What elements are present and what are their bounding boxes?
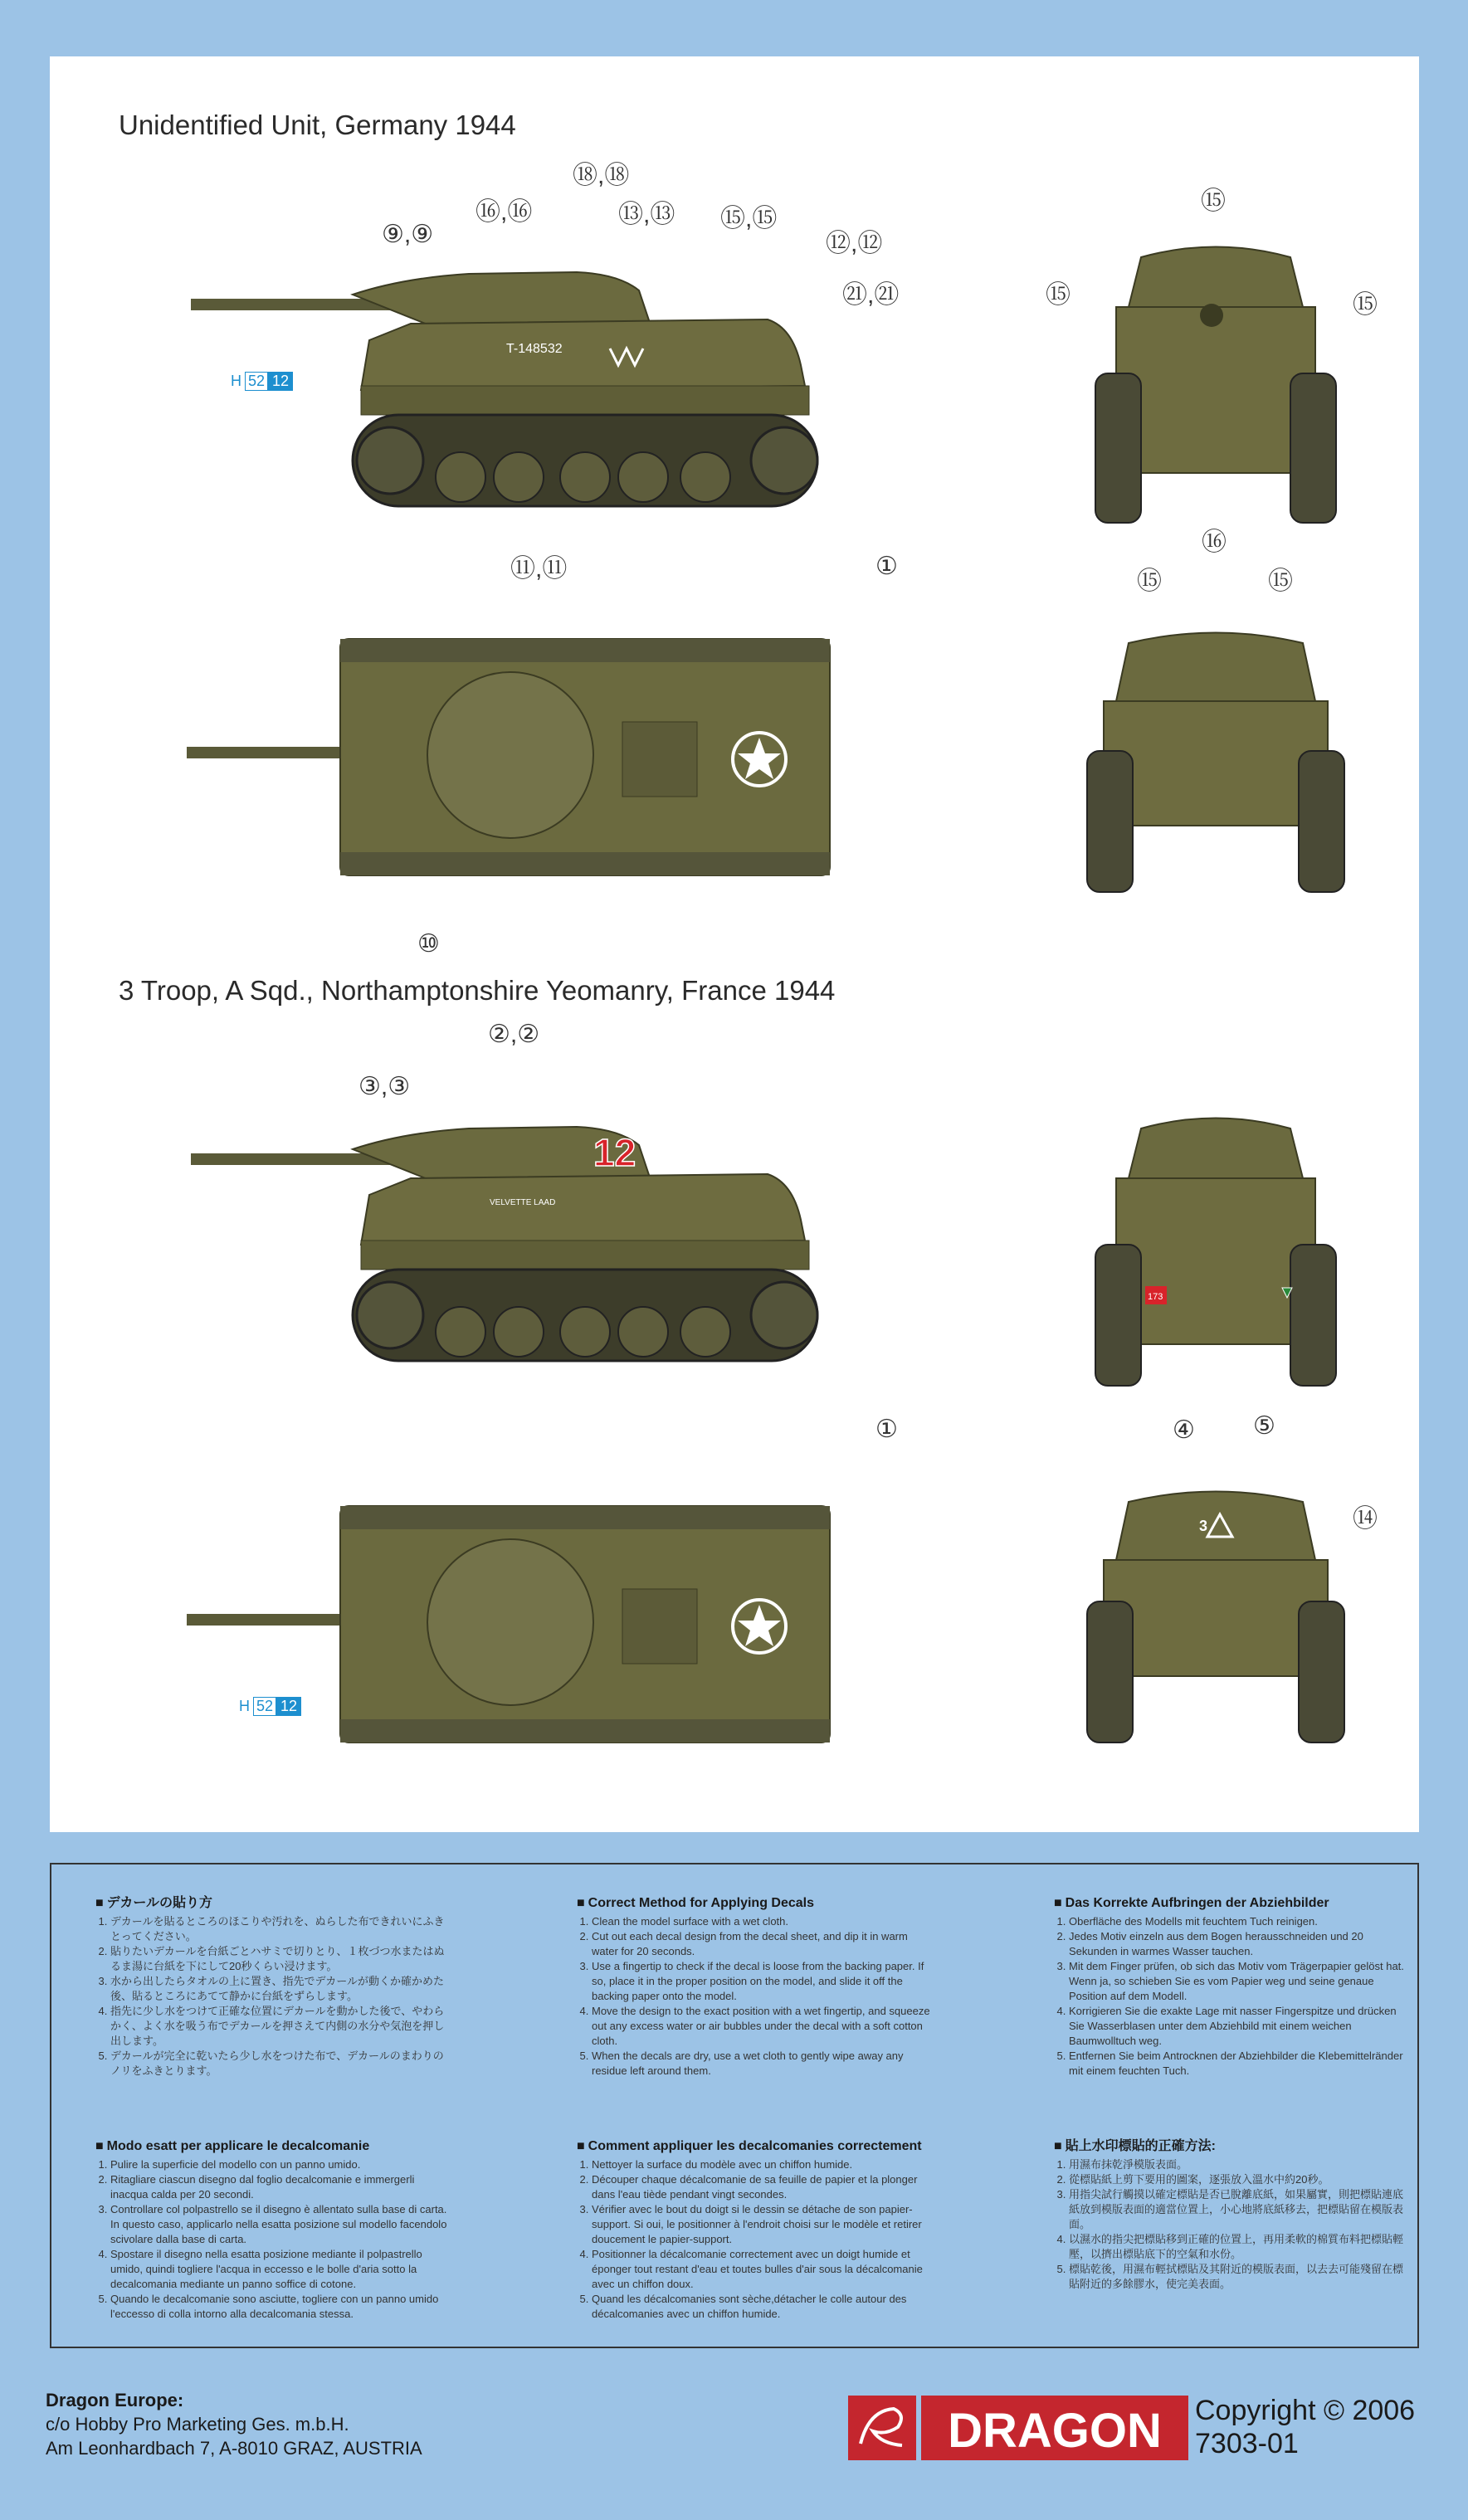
callout-21: ㉑,㉑ bbox=[842, 281, 900, 309]
callout-4: ④ bbox=[1173, 1416, 1195, 1444]
turret-code: W2 bbox=[768, 288, 802, 314]
tank-front-view-1 bbox=[1083, 241, 1349, 531]
instructions-fr-item: 3. Vérifier avec le bout du doigt si le dessin se détache de son papier-support. Si oui, le positionner à l'endroit choisi sur le modèle et retirer doucement le papier-support. bbox=[592, 2202, 934, 2247]
instructions-it-heading: ■ Modo esatt per applicare le decalcomanie bbox=[95, 2139, 452, 2154]
callout-15-front-br: ⑮ bbox=[1268, 568, 1293, 595]
instructions-jp-item: 1. デカールを貼るところのほこりや汚れを、ぬらした布できれいにふきとってください。 bbox=[110, 1914, 452, 1944]
tank-side-view-2 bbox=[187, 1104, 983, 1386]
instructions-jp-item: 2. 貼りたいデカールを台紙ごとハサミで切りとり、１枚づつ水またはぬるま湯に台紙を下にして20秒くらい浸けます。 bbox=[110, 1944, 452, 1974]
tank-top-view-1 bbox=[187, 626, 983, 892]
footer-company: Dragon Europe: bbox=[46, 2390, 184, 2410]
instructions-fr-heading: ■ Comment appliquer les decalcomanies correctement bbox=[577, 2139, 934, 2154]
footer-address bbox=[46, 2388, 422, 2460]
instructions-zh-item: 3. 用指尖試行觸摸以確定標貼是否已脫離底紙，如果屬實，則把標貼連底紙放到模版表面的適當位置上，小心地將底紙移去，把標貼留在模版表面。 bbox=[1069, 2187, 1407, 2232]
instructions-fr bbox=[577, 2139, 934, 2322]
instructions-jp-item: 5. デカールが完全に乾いたら少し水をつけた布で、デカールのまわりのノリをふきとります。 bbox=[110, 2049, 452, 2079]
rear-mark: 3 bbox=[1199, 1518, 1208, 1534]
callout-15-front-bl: ⑮ bbox=[1137, 568, 1162, 595]
instructions-it-item: 4. Spostare il disegno nella esatta posizione mediante il polpastrello umido, quindi togliere l'acqua in eccesso e le bolle d'aria sotto la decalcomania mediante un panno soffice di cotone. bbox=[110, 2247, 452, 2292]
callout-13: ⑬,⑬ bbox=[618, 201, 675, 228]
scale-h: H bbox=[231, 373, 241, 389]
callout-1-top: ① bbox=[875, 553, 898, 580]
instructions-fr-item: 4. Positionner la décalcomanie correctement avec un doigt humide et éponger tout restant d'eau et toutes bulles d'air sous la décalcomanie avec un chiffon doux. bbox=[592, 2247, 934, 2292]
instructions-fr-item: 2. Découper chaque décalcomanie de sa feuille de papier et la plonger dans l'eau tiède pendant vingt secondes. bbox=[592, 2172, 934, 2202]
scheme-1-title: Unidentified Unit, Germany 1944 bbox=[119, 110, 516, 140]
hull-name: VELVETTE LAAD bbox=[490, 1198, 556, 1207]
instructions-zh-item: 2. 從標貼紙上剪下要用的圖案，逐張放入溫水中約20秒。 bbox=[1069, 2172, 1407, 2187]
instructions-it bbox=[95, 2139, 452, 2322]
instructions-zh-item: 4. 以濕水的指尖把標貼移到正確的位置上，再用柔軟的棉質布料把標貼輕壓，以擠出標貼底下的空氣和水份。 bbox=[1069, 2232, 1407, 2262]
scheme-2-title: 3 Troop, A Sqd., Northamptonshire Yeomanry, France 1944 bbox=[119, 975, 836, 1006]
instructions-en-item: 1. Clean the model surface with a wet cloth. bbox=[592, 1914, 934, 1929]
instructions-fr-item: 1. Nettoyer la surface du modèle avec un chiffon humide. bbox=[592, 2157, 934, 2172]
instructions-en-item: 2. Cut out each decal design from the decal sheet, and dip it in warm water for 20 seconds. bbox=[592, 1929, 934, 1959]
callout-9: ⑨,⑨ bbox=[382, 221, 434, 248]
instructions-de-item: 1. Oberfläche des Modells mit feuchtem Tuch reinigen. bbox=[1069, 1914, 1407, 1929]
footer-line-1: c/o Hobby Pro Marketing Ges. m.b.H. bbox=[46, 2414, 349, 2435]
instructions-it-item: 2. Ritagliare ciascun disegno dal foglio decalcomanie e immergerli inacqua calda per 20 secondi. bbox=[110, 2172, 452, 2202]
instructions-de bbox=[1054, 1896, 1407, 2079]
callout-15-front-left: ⑮ bbox=[1046, 281, 1071, 309]
logo-text: DRAGON bbox=[948, 2404, 1162, 2458]
hull-serial: T-148532 bbox=[506, 342, 563, 356]
footer-line-2: Am Leonhardbach 7, A-8010 GRAZ, AUSTRIA bbox=[46, 2438, 422, 2459]
instructions-it-item: 1. Pulire la superficie del modello con un panno umido. bbox=[110, 2157, 452, 2172]
callout-16: ⑯,⑯ bbox=[476, 198, 533, 226]
tank-top-view-2 bbox=[187, 1494, 983, 1759]
instructions-zh-item: 1. 用濕布抹乾淨模版表面。 bbox=[1069, 2157, 1407, 2172]
instructions-de-item: 5. Entfernen Sie beim Antrocknen der Abziehbilder die Klebemittelränder mit einem feuchten Tuch. bbox=[1069, 2049, 1407, 2079]
copyright-block bbox=[1195, 2394, 1415, 2460]
copyright-text: Copyright © 2006 bbox=[1195, 2395, 1416, 2426]
product-code: 7303-01 bbox=[1195, 2428, 1299, 2459]
instructions-zh-heading: ■ 貼上水印標貼的正確方法: bbox=[1054, 2139, 1407, 2154]
dragon-emblem-icon bbox=[848, 2396, 916, 2460]
instructions-zh bbox=[1054, 2139, 1407, 2292]
callout-15: ⑮,⑮ bbox=[720, 205, 778, 232]
instructions-de-item: 4. Korrigieren Sie die exakte Lage mit nasser Fingerspitze und drücken Sie Wasserblasen unter dem Abziehbild mit einem weichen Baumwolltuch weg. bbox=[1069, 2004, 1407, 2049]
dragon-logo bbox=[848, 2394, 1188, 2462]
instructions-jp bbox=[95, 1896, 452, 2079]
tank-front-view-2 bbox=[1083, 1112, 1349, 1394]
callout-12: ⑫,⑫ bbox=[826, 230, 883, 257]
instructions-de-heading: ■ Das Korrekte Aufbringen der Abziehbilder bbox=[1054, 1896, 1407, 1911]
callout-15-front-top: ⑮ bbox=[1201, 188, 1226, 215]
tank-side-1-body bbox=[191, 272, 817, 506]
callout-11: ⑪,⑪ bbox=[510, 555, 568, 582]
callout-5: ⑤ bbox=[1253, 1412, 1275, 1440]
instructions-de-item: 2. Jedes Motiv einzeln aus dem Bogen herausschneiden und 20 Sekunden in warmes Wasser tauchen. bbox=[1069, 1929, 1407, 1959]
instructions-jp-item: 3. 水から出したらタオルの上に置き、指先でデカールが動くか確かめた後、貼るところにあてて静かに台紙をずらします。 bbox=[110, 1974, 452, 2004]
instructions-de-item: 3. Mit dem Finger prüfen, ob sich das Motiv vom Trägerpapier gelöst hat. Wenn ja, so schieben Sie es vom Papier weg und seine genaue Position auf dem Modell. bbox=[1069, 1959, 1407, 2004]
callout-2: ②,② bbox=[488, 1021, 540, 1048]
instructions-zh-item: 5. 標貼乾後，用濕布輕拭標貼及其附近的模版表面，以去去可能殘留在標貼附近的多餘膠水，使完美表面。 bbox=[1069, 2262, 1407, 2292]
instructions-en-item: 3. Use a fingertip to check if the decal is loose from the backing paper. If so, place it in the proper position on the model, and slide it off the backing paper onto the model. bbox=[592, 1959, 934, 2004]
instructions-en-heading: ■ Correct Method for Applying Decals bbox=[577, 1896, 934, 1911]
callout-3: ③,③ bbox=[358, 1073, 411, 1100]
callout-15-front-right: ⑮ bbox=[1353, 291, 1378, 319]
callout-18: ⑱,⑱ bbox=[573, 162, 630, 189]
scale-n2-2: 12 bbox=[276, 1697, 301, 1716]
scale-h-2: H bbox=[239, 1698, 250, 1714]
callout-14: ⑭ bbox=[1353, 1505, 1378, 1533]
instructions-jp-heading: ■ デカールの貼り方 bbox=[95, 1896, 452, 1911]
instructions-en-item: 5. When the decals are dry, use a wet cloth to gently wipe away any residue left around them. bbox=[592, 2049, 934, 2079]
tac-tab: 173 bbox=[1148, 1292, 1163, 1302]
scale-n2: 12 bbox=[268, 372, 293, 391]
instructions-en-item: 4. Move the design to the exact position with a wet fingertip, and squeeze out any excess water or air bubbles under the decal with a soft cotton cloth. bbox=[592, 2004, 934, 2049]
callout-10: ⑩ bbox=[417, 930, 440, 958]
tank-side-view-1 bbox=[187, 249, 983, 531]
instructions-en bbox=[577, 1896, 934, 2079]
instructions-fr-item: 5. Quand les décalcomanies sont sèche,détacher le colle autour des décalcomanies avec un chiffon humide. bbox=[592, 2292, 934, 2322]
tank-rear-view-2 bbox=[1079, 1485, 1353, 1751]
instructions-jp-item: 4. 指先に少し水をつけて正確な位置にデカールを動かした後で、やわらかく、よく水を吸う布でデカールを押さえて内側の水分や気泡を押し出します。 bbox=[110, 2004, 452, 2049]
scale-n1-2: 52 bbox=[253, 1697, 276, 1716]
instructions-it-item: 3. Controllare col polpastrello se il disegno è allentato sulla base di carta. In questo caso, applicarlo nella esatta posizione sul modello facendolo scivolare dalla base di carta. bbox=[110, 2202, 452, 2247]
callout-16-front: ⑯ bbox=[1202, 529, 1227, 556]
callout-1-bottom: ① bbox=[875, 1416, 898, 1443]
instructions-it-item: 5. Quando le decalcomanie sono asciutte, togliere con un panno umido l'eccesso di colla intorno alla decalcomania stessa. bbox=[110, 2292, 452, 2322]
turret-number: 12 bbox=[593, 1131, 636, 1174]
tank-rear-view-1 bbox=[1079, 626, 1353, 900]
scale-n1: 52 bbox=[245, 372, 268, 391]
